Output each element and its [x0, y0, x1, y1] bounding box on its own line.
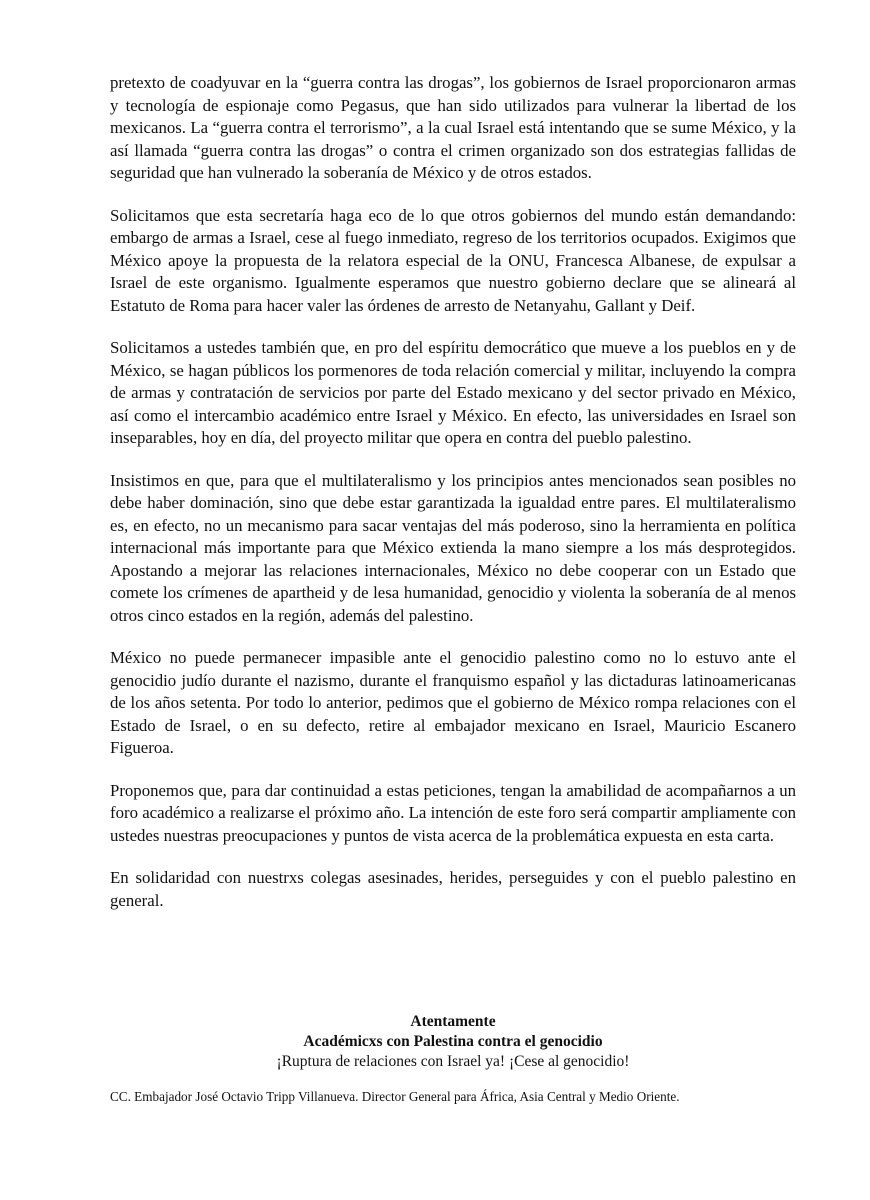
paragraph-1: pretexto de coadyuvar en la “guerra contra las drogas”, los gobiernos de Israel proporcionaron armas y tecnología de espionaje como Pegasus, que han sido utilizados para vulnerar la libertad de los mexicanos. La “guerra contra el terrorismo”, a la cual Israel está intentando que se sume México, y la así llamada “guerra contra las drogas” o contra el crimen organizado son dos estrategias fallidas de seguridad que han vulnerado la soberanía de México y de otros estados. [110, 73, 796, 182]
slogan: ¡Ruptura de relaciones con Israel ya! ¡Cese al genocidio! [276, 1053, 630, 1070]
salutation: Atentamente [410, 1013, 496, 1030]
paragraph-2: Solicitamos que esta secretaría haga eco de lo que otros gobiernos del mundo están demandando: embargo de armas a Israel, cese al fuego inmediato, regreso de los territorios ocupados. Exigimos que México apoye la propuesta de la relatora especial de la ONU, Francesca Albanese, de expulsar a Israel de este organismo. Igualmente esperamos que nuestro gobierno declare que se alineará al Estatuto de Roma para hacer valer las órdenes de arresto de Netanyahu, Gallant y Deif. [110, 205, 796, 315]
paragraph-7: En solidaridad con nuestrxs colegas asesinades, herides, perseguides y con el pueblo palestino en general. [110, 868, 796, 910]
paragraph-3: Solicitamos a ustedes también que, en pro del espíritu democrático que mueve a los pueblos en y de México, se hagan públicos los pormenores de toda relación comercial y militar, incluyendo la compra de armas y contratación de servicios por parte del Estado mexicano y del sector privado en México, así como el intercambio académico entre Israel y México. En efecto, las universidades en Israel son inseparables, hoy en día, del proyecto militar que opera en contra del pueblo palestino. [110, 338, 796, 447]
paragraph-5: México no puede permanecer impasible ante el genocidio palestino como no lo estuvo ante el genocidio judío durante el nazismo, durante el franquismo español y las dictaduras latinoamericanas de los años setenta. Por todo lo anterior, pedimos que el gobierno de México rompa relaciones con el Estado de Israel, o en su defecto, retire al embajador mexicano en Israel, Mauricio Escanero Figueroa. [110, 648, 796, 757]
cc-line: CC. Embajador José Octavio Tripp Villanueva. Director General para África, Asia Central y Medio Oriente. [110, 1089, 680, 1104]
paragraph-6: Proponemos que, para dar continuidad a estas peticiones, tengan la amabilidad de acompañarnos a un foro académico a realizarse el próximo año. La intención de este foro será compartir ampliamente con ustedes nuestras preocupaciones y puntos de vista acerca de la problemática expuesta en esta carta. [110, 780, 796, 845]
paragraph-4: Insistimos en que, para que el multilateralismo y los principios antes mencionados sean posibles no debe haber dominación, sino que debe estar garantizada la igualdad entre pares. El multilateralismo es, en efecto, no un mecanismo para sacar ventajas del más poderoso, sino la herramienta en política internacional más importante para que México extienda la mano siempre a los más desprotegidos. Apostando a mejorar las relaciones internacionales, México no debe cooperar con un Estado que comete los crímenes de apartheid y de lesa humanidad, genocidio y violenta la soberanía de al menos otros cinco estados en la región, además del palestino. [110, 470, 796, 625]
signatory: Académicxs con Palestina contra el genocidio [303, 1033, 603, 1050]
letter-body [110, 72, 796, 932]
closing-block [110, 1012, 796, 1072]
